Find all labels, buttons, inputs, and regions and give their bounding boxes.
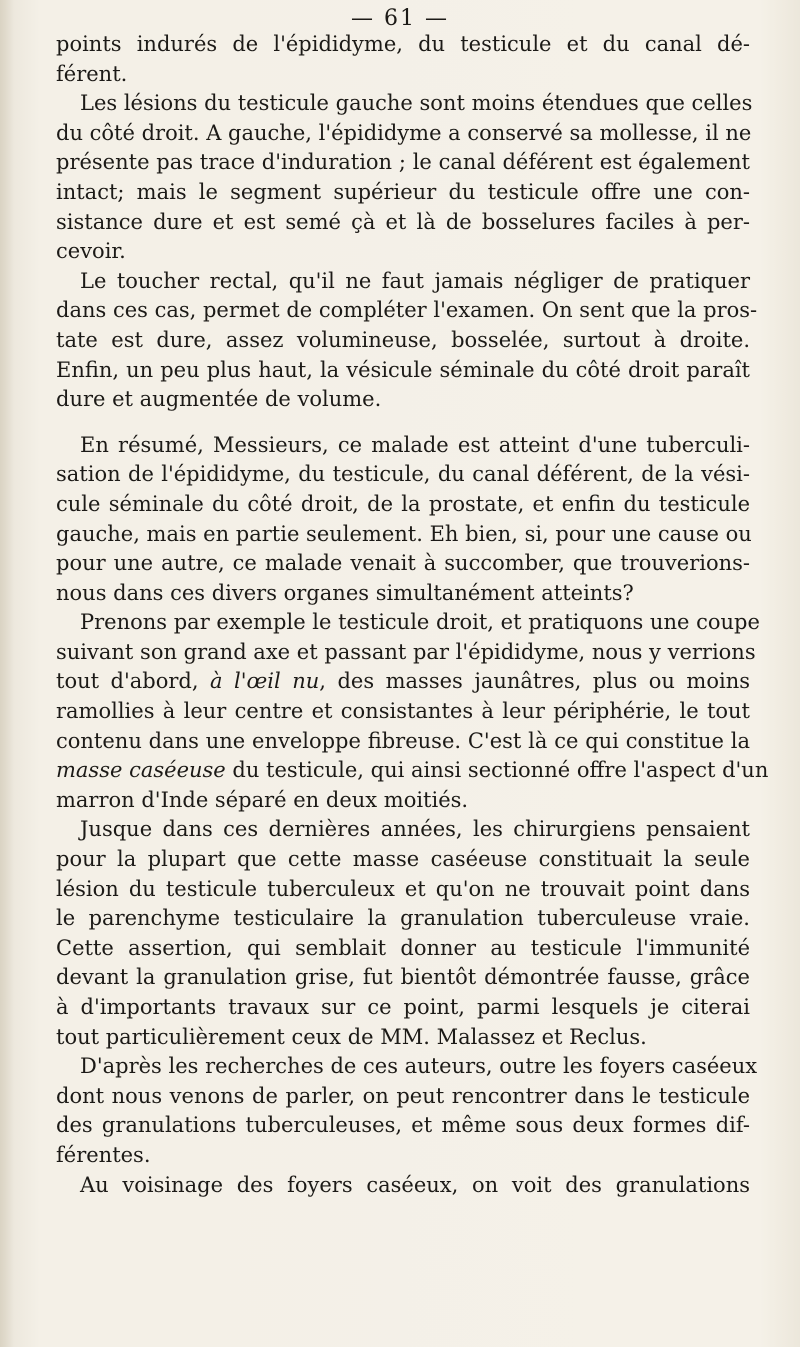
body-text (56, 30, 769, 1200)
text-line: des granulations tuberculeuses, et même sous deux formes dif- (56, 1113, 750, 1138)
text-line: Enfin, un peu plus haut, la vésicule séminale du côté droit paraît (56, 357, 750, 382)
text-line: contenu dans une enveloppe fibreuse. C'est là ce qui constitue la (56, 728, 750, 753)
text-line: sistance dure et est semé çà et là de bosselures faciles à per- (56, 209, 750, 234)
text-segment: tout d'abord, (56, 669, 211, 694)
text-line: cevoir. (56, 239, 126, 264)
paragraph-gap (56, 415, 750, 431)
text-line: dans ces cas, permet de compléter l'examen. On sent que la pros- (56, 298, 758, 323)
text-segment: , des masses jaunâtres, plus ou moins (319, 669, 750, 694)
page-number: — 61 — (351, 6, 449, 31)
text-line: Jusque dans ces dernières années, les chirurgiens pensaient (80, 817, 750, 842)
text-line: lésion du testicule tuberculeux et qu'on ne trouvait point dans (56, 876, 750, 901)
text-line: sation de l'épididyme, du testicule, du canal déférent, de la vési- (56, 462, 750, 487)
text-line: le parenchyme testiculaire la granulation tuberculeuse vraie. (56, 906, 750, 931)
text-line: marron d'Inde séparé en deux moitiés. (56, 787, 469, 812)
text-segment: du testicule, qui ainsi sectionné offre l'aspect d'un (225, 758, 769, 783)
text-line: Prenons par exemple le testicule droit, et pratiquons une coupe (80, 610, 760, 635)
text-line: En résumé, Messieurs, ce malade est atteint d'une tuberculi- (80, 432, 750, 457)
text-line: gauche, mais en partie seulement. Eh bien, si, pour une cause ou (56, 521, 752, 546)
text-line: à d'importants travaux sur ce point, parmi lesquels je citerai (56, 995, 750, 1019)
text-line: férentes. (56, 1142, 151, 1167)
text-line: tout particulièrement ceux de MM. Malassez et Reclus. (56, 1024, 647, 1049)
text-line: dure et augmentée de volume. (56, 387, 382, 412)
text-line: Les lésions du testicule gauche sont moins étendues que celles (80, 91, 753, 116)
text-line (56, 756, 769, 786)
text-line: du côté droit. A gauche, l'épididyme a conservé sa mollesse, il ne (56, 120, 752, 145)
text-line: pour une autre, ce malade venait à succomber, que trouverions- (56, 551, 750, 576)
text-line: dont nous venons de parler, on peut rencontrer dans le testicule (56, 1083, 750, 1108)
italic-phrase: à l'œil nu (210, 669, 320, 694)
text-line: devant la granulation grise, fut bientôt démontrée fausse, grâce (56, 965, 750, 990)
text-line: férent. (56, 61, 128, 86)
text-line: intact; mais le segment supérieur du testicule offre une con- (56, 179, 750, 204)
text-line: cule séminale du côté droit, de la prostate, et enfin du testicule (56, 491, 750, 516)
text-line: Au voisinage des foyers caséeux, on voit des granulations (80, 1172, 750, 1197)
text-line: ramollies à leur centre et consistantes à leur périphérie, le tout (56, 699, 750, 724)
text-line: pour la plupart que cette masse caséeuse constituait la seule (56, 847, 750, 872)
text-line: Cette assertion, qui semblait donner au testicule l'immunité (56, 935, 750, 960)
text-line: Le toucher rectal, qu'il ne faut jamais négliger de pratiquer (80, 268, 750, 293)
text-line (56, 667, 750, 697)
text-line: D'après les recherches de ces auteurs, outre les foyers caséeux (80, 1054, 758, 1079)
text-line: nous dans ces divers organes simultanément atteints? (56, 580, 634, 605)
text-line: suivant son grand axe et passant par l'épididyme, nous y verrions (56, 639, 756, 664)
text-line: points indurés de l'épididyme, du testicule et du canal dé- (56, 32, 750, 56)
text-line: tate est dure, assez volumineuse, bosselée, surtout à droite. (56, 327, 750, 352)
text-line: présente pas trace d'induration ; le canal déférent est également (56, 150, 750, 175)
page-gutter-shadow (0, 0, 14, 1347)
italic-phrase: masse caséeuse (56, 758, 226, 783)
